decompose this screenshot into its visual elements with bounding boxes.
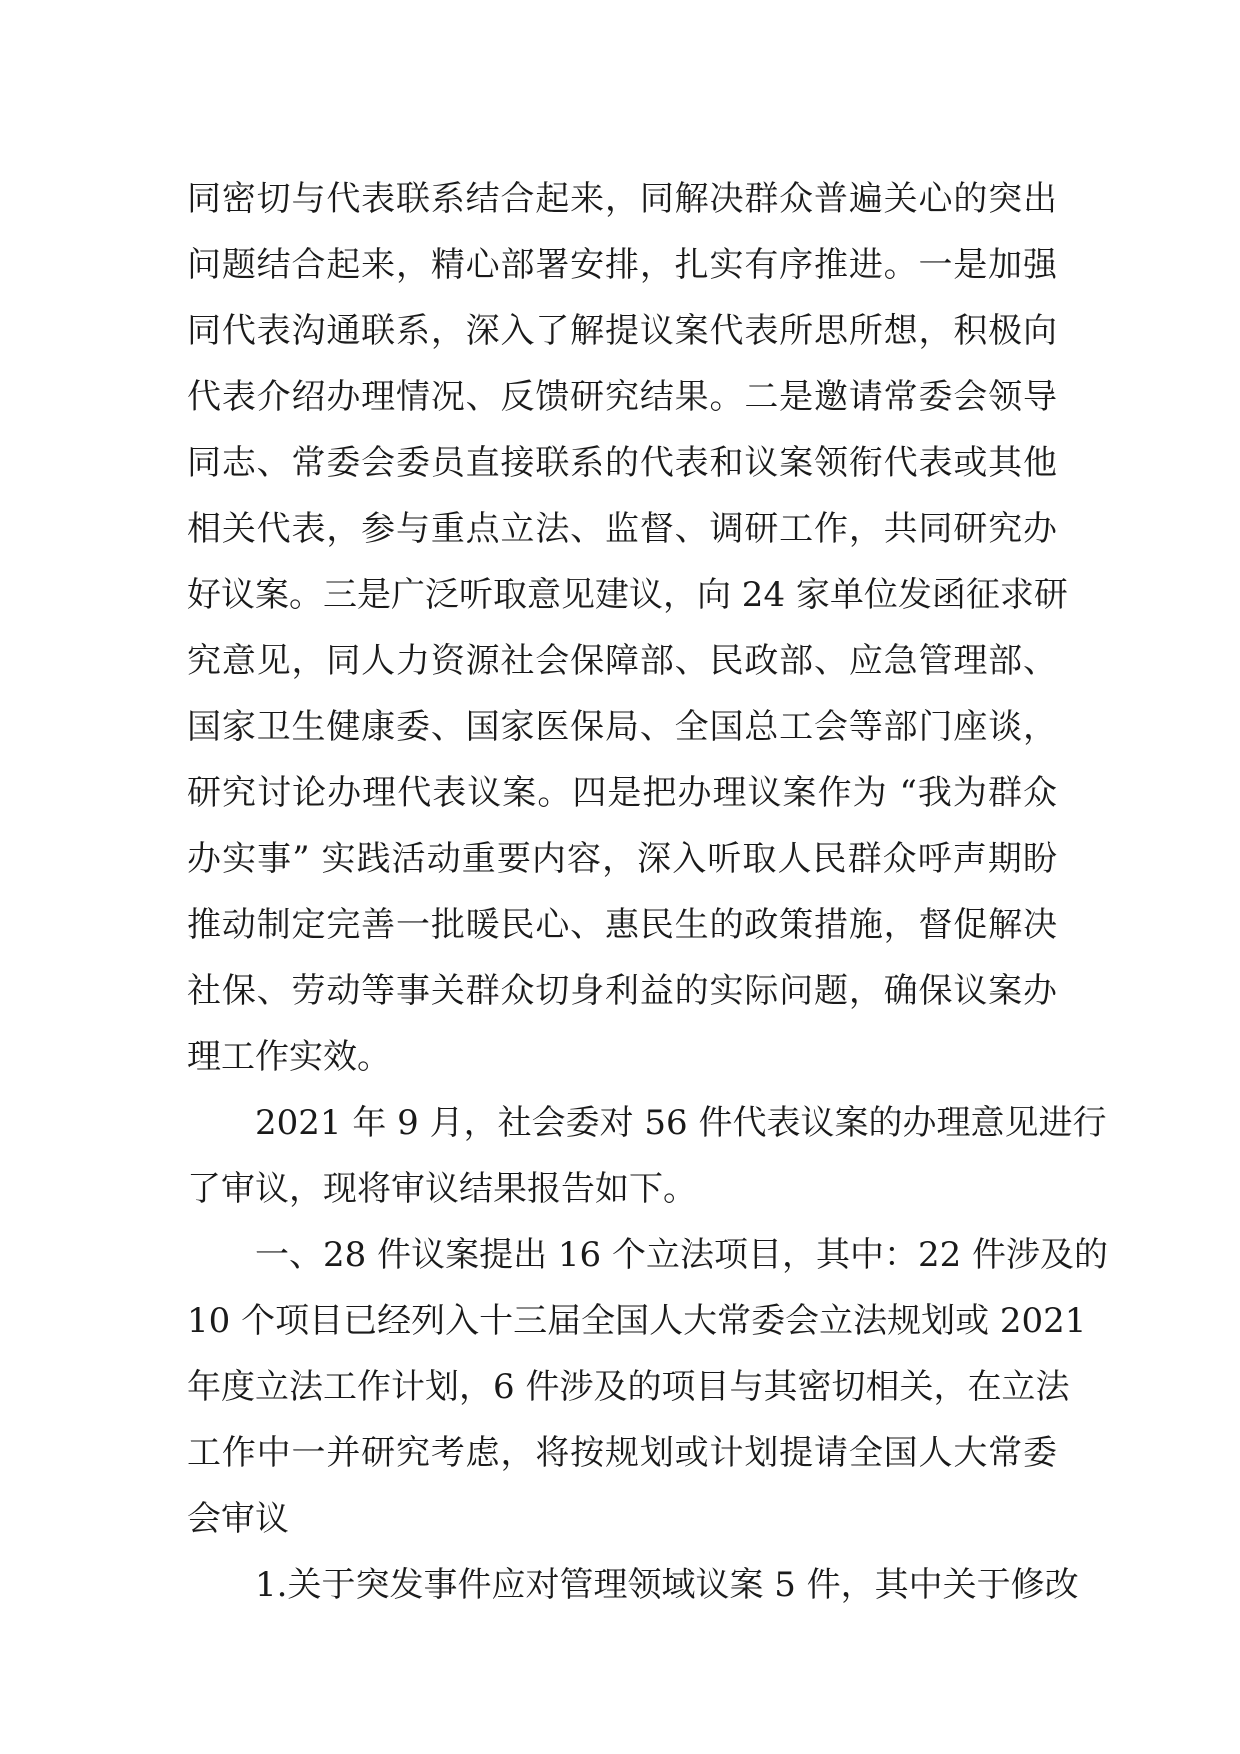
text-line: 代表介绍办理情况、反馈研究结果。二是邀请常委会领导 — [187, 377, 1057, 417]
text-line: 问题结合起来，精心部署安排，扎实有序推进。一是加强 — [187, 245, 1057, 285]
text-line: 年度立法工作计划，6 件涉及的项目与其密切相关，在立法 — [187, 1367, 1070, 1407]
text-line: 推动制定完善一批暖民心、惠民生的政策措施，督促解决 — [187, 905, 1057, 945]
text-line: 一、28 件议案提出 16 个立法项目，其中：22 件涉及的 — [187, 1235, 1109, 1275]
text-line: 会审议 — [187, 1499, 289, 1539]
text-line: 工作中一并研究考虑，将按规划或计划提请全国人大常委 — [187, 1433, 1057, 1473]
text-line: 办实事” 实践活动重要内容，深入听取人民群众呼声期盼 — [187, 839, 1057, 879]
text-line: 了审议，现将审议结果报告如下。 — [187, 1169, 697, 1209]
text-line: 国家卫生健康委、国家医保局、全国总工会等部门座谈， — [187, 707, 1057, 747]
text-line: 1.关于突发事件应对管理领域议案 5 件，其中关于修改 — [187, 1565, 1079, 1605]
text-line: 2021 年 9 月，社会委对 56 件代表议案的办理意见进行 — [187, 1103, 1107, 1143]
text-line: 相关代表，参与重点立法、监督、调研工作，共同研究办 — [187, 509, 1057, 549]
text-line: 社保、劳动等事关群众切身利益的实际问题，确保议案办 — [187, 971, 1057, 1011]
document-body — [187, 166, 1109, 1618]
text-line: 理工作实效。 — [187, 1037, 391, 1077]
text-line: 研究讨论办理代表议案。四是把办理议案作为 “我为群众 — [187, 773, 1057, 813]
text-line: 好议案。三是广泛听取意见建议，向 24 家单位发函征求研 — [187, 575, 1068, 615]
text-line: 同代表沟通联系，深入了解提议案代表所思所想，积极向 — [187, 311, 1057, 351]
text-line: 究意见，同人力资源社会保障部、民政部、应急管理部、 — [187, 641, 1057, 681]
text-line: 10 个项目已经列入十三届全国人大常委会立法规划或 2021 — [187, 1301, 1087, 1341]
text-line: 同志、常委会委员直接联系的代表和议案领衔代表或其他 — [187, 443, 1057, 483]
text-line: 同密切与代表联系结合起来，同解决群众普遍关心的突出 — [187, 179, 1057, 219]
